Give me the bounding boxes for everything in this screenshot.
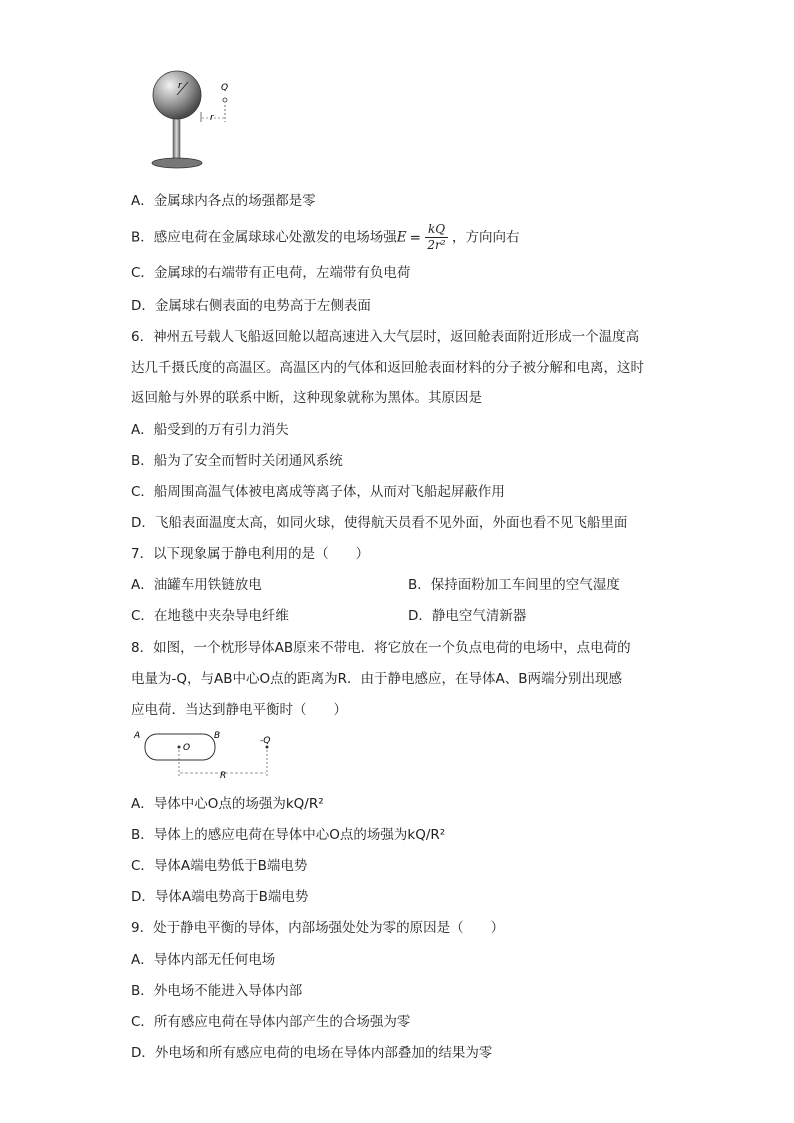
q8-option-D: D．导体A端电势高于B端电势 (131, 889, 309, 905)
q9-option-B: B．外电场不能进入导体内部 (131, 983, 303, 999)
q9-option-D: D．外电场和所有感应电荷的电场在导体内部叠加的结果为零 (131, 1045, 493, 1061)
q6-option-D: D．飞船表面温度太高，如同火球，使得航天员看不见外面，外面也看不见飞船里面 (131, 515, 628, 531)
charge-Q-label: Q (221, 83, 229, 93)
stand-base (152, 158, 202, 168)
field-fraction: $\frac{kQ}{\text{2r²}}$ (425, 222, 448, 253)
q6-stem-3: 返回舱与外界的联系中断，这种现象就称为黑体。其原因是 (131, 390, 482, 406)
q8-stem-2: 电量为-Q，与AB中心O点的距离为R．由于静电感应，在导体A、B两端分别出现感 (131, 671, 622, 687)
distance-label: r (210, 113, 214, 123)
q8-option-A: A．导体中心O点的场强为kQ/R² (131, 796, 324, 812)
q9-option-A: A．导体内部无任何电场 (131, 952, 276, 968)
q7-option-B: B．保持面粉加工车间里的空气湿度 (408, 577, 620, 593)
q8-option-C: C．导体A端电势低于B端电势 (131, 858, 308, 874)
equals-sign: = (409, 229, 421, 246)
stand-pole (173, 115, 180, 161)
pillow-conductor-figure (130, 728, 280, 783)
charge-Q (223, 98, 227, 102)
distance-R-label: R (220, 771, 227, 781)
field-symbol: E (396, 229, 407, 246)
q6-stem-2: 达几千摄氏度的高温区。高温区内的气体和返回舱表面材料的分子被分解和电离，这时 (131, 360, 644, 376)
q6-stem-1: 6．神州五号载人飞船返回舱以超高速进入大气层时，返回舱表面附近形成一个温度高 (131, 329, 640, 345)
q5-option-B: B．感应电荷在金属球球心处激发的电场场强E = $\frac{kQ}{\text{2r²}}$ ，方向向右 (131, 222, 520, 252)
q6-option-C: C．船周围高温气体被电离成等离子体，从而对飞船起屏蔽作用 (131, 484, 505, 500)
q7-stem: 7．以下现象属于静电利用的是（ ） (131, 546, 370, 562)
q8-stem-1: 8．如图，一个枕形导体AB原来不带电．将它放在一个负点电荷的电场中，点电荷的 (131, 640, 631, 656)
center-O (178, 746, 181, 749)
q7-option-D: D．静电空气清新器 (408, 608, 527, 624)
center-O-label: O (183, 743, 191, 753)
q9-option-C: C．所有感应电荷在导体内部产生的合场强为零 (131, 1014, 411, 1030)
q5-option-D: D．金属球右侧表面的电势高于左侧表面 (131, 298, 371, 314)
q8-stem-3: 应电荷．当达到静电平衡时（ ） (131, 702, 347, 718)
q6-option-A: A．船受到的万有引力消失 (131, 422, 289, 438)
radius-label: r (178, 81, 182, 91)
metal-sphere-figure (140, 70, 250, 175)
end-B-label: B (214, 731, 221, 741)
q7-option-C: C．在地毯中夹杂导电纤维 (131, 608, 289, 624)
end-A-label: A (134, 731, 141, 741)
q9-stem: 9．处于静电平衡的导体，内部场强处处为零的原因是（ ） (131, 920, 505, 936)
q7-option-A: A．油罐车用铁链放电 (131, 577, 262, 593)
q5-option-C: C．金属球的右端带有正电荷，左端带有负电荷 (131, 265, 411, 281)
q8-option-B: B．导体上的感应电荷在导体中心O点的场强为kQ/R² (131, 827, 446, 843)
q6-option-B: B．船为了安全而暂时关闭通风系统 (131, 453, 343, 469)
charge-negQ-label: -Q (260, 736, 271, 746)
q5-option-A: A．金属球内各点的场强都是零 (131, 193, 316, 209)
